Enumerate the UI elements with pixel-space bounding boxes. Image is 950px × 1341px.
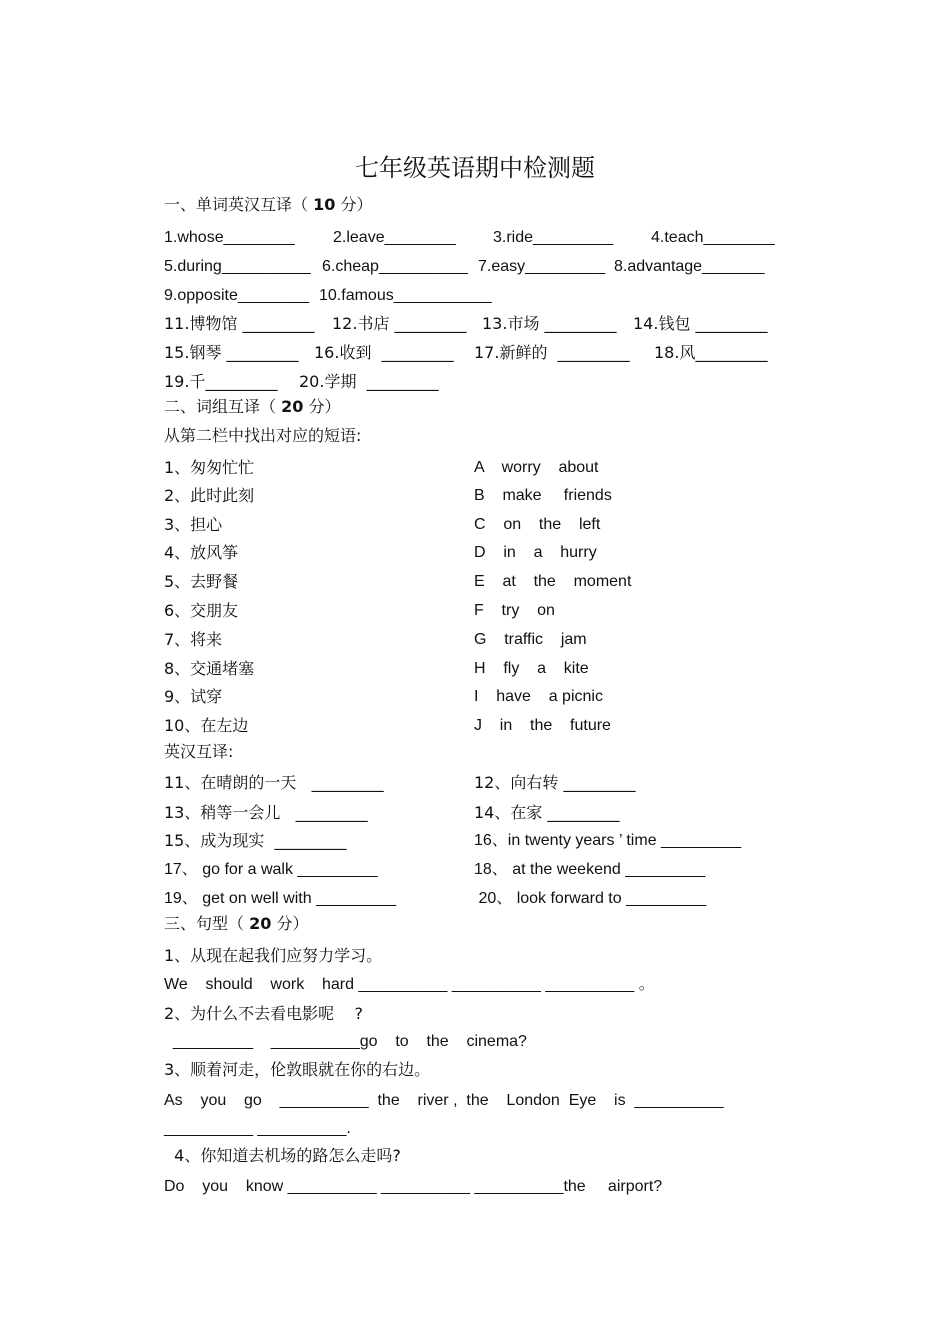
word-item-16: 16.收到 _________ <box>314 343 454 362</box>
word-item-20: 20.学期 _________ <box>299 372 439 391</box>
match-left-10: 10、在左边 <box>164 716 249 735</box>
section1-heading-post: 分） <box>340 195 373 214</box>
section2-points: 20 <box>281 397 304 416</box>
match-left-1: 1、匆匆忙忙 <box>164 458 255 477</box>
sentence-4-answer: Do you know __________ __________ __________the airport? <box>164 1178 663 1195</box>
translate-left-13: 13、稍等一会儿 _________ <box>164 803 368 822</box>
word-item-8: 8.advantage_______ <box>614 258 765 275</box>
match-left-3: 3、担心 <box>164 515 223 534</box>
sentence-4-prompt: 4、你知道去机场的路怎么走吗? <box>164 1146 401 1165</box>
word-item-15: 15.钢琴 _________ <box>164 343 299 362</box>
translate-left-17: 17、 go for a walk _________ <box>164 861 378 878</box>
translate-right-16: 16、in twenty years ’ time _________ <box>474 832 742 849</box>
translate-right-18: 18、 at the weekend _________ <box>474 861 706 878</box>
sentence-2-answer: _________ __________go to the cinema? <box>164 1033 527 1050</box>
match-left-5: 5、去野餐 <box>164 572 239 591</box>
sentence-1-answer: We should work hard __________ __________ __________ 。 <box>164 976 655 993</box>
section2-heading-post: 分） <box>308 397 341 416</box>
word-item-18: 18.风_________ <box>654 343 768 362</box>
match-right-7: G traffic jam <box>474 631 587 648</box>
page-title: 七年级英语期中检测题 <box>355 154 595 182</box>
section2-heading-pre: 二、词组互译（ <box>164 397 277 416</box>
match-left-8: 8、交通堵塞 <box>164 659 255 678</box>
sentence-3-answer-cont: __________ __________. <box>164 1120 351 1137</box>
translate-left-15: 15、成为现实 _________ <box>164 831 347 850</box>
sentence-3-prompt: 3、顺着河走，伦敦眼就在你的右边。 <box>164 1060 431 1079</box>
word-item-12: 12.书店 _________ <box>332 314 467 333</box>
section2-heading <box>164 397 340 417</box>
match-right-3: C on the left <box>474 516 601 533</box>
match-right-5: E at the moment <box>474 573 632 590</box>
sentence-3-answer: As you go __________ the river , the London Eye is __________ <box>164 1092 724 1109</box>
section1-heading-pre: 一、单词英汉互译（ <box>164 195 309 214</box>
match-right-4: D in a hurry <box>474 544 597 561</box>
translate-right-14: 14、在家 _________ <box>474 803 620 822</box>
word-item-10: 10.famous___________ <box>319 287 492 304</box>
section3-heading-post: 分） <box>276 914 309 933</box>
translate-label: 英汉互译: <box>164 742 234 761</box>
word-item-6: 6.cheap__________ <box>322 258 468 275</box>
match-left-9: 9、试穿 <box>164 687 223 706</box>
section1-points: 10 <box>313 195 336 214</box>
word-item-14: 14.钱包 _________ <box>633 314 768 333</box>
word-item-11: 11.博物馆 _________ <box>164 314 315 333</box>
word-item-9: 9.opposite________ <box>164 287 310 304</box>
match-left-4: 4、放风筝 <box>164 543 239 562</box>
match-right-9: I have a picnic <box>474 688 603 705</box>
match-right-6: F try on <box>474 602 555 619</box>
word-item-4: 4.teach________ <box>651 229 775 246</box>
match-left-2: 2、此时此刻 <box>164 486 255 505</box>
sentence-1-prompt: 1、从现在起我们应努力学习。 <box>164 946 383 965</box>
section3-points: 20 <box>249 914 272 933</box>
match-right-10: J in the future <box>474 717 611 734</box>
translate-left-11: 11、在晴朗的一天 _________ <box>164 773 384 792</box>
word-item-17: 17.新鲜的 _________ <box>474 343 630 362</box>
match-right-2: B make friends <box>474 487 612 504</box>
section3-heading-pre: 三、句型（ <box>164 914 245 933</box>
sentence-2-prompt: 2、为什么不去看电影呢 ? <box>164 1004 364 1023</box>
word-item-3: 3.ride_________ <box>493 229 614 246</box>
match-right-1: A worry about <box>474 459 599 476</box>
section2-instruction: 从第二栏中找出对应的短语: <box>164 426 362 445</box>
word-item-19: 19.千_________ <box>164 372 278 391</box>
match-left-6: 6、交朋友 <box>164 601 239 620</box>
match-left-7: 7、将来 <box>164 630 223 649</box>
word-item-13: 13.市场 _________ <box>482 314 617 333</box>
word-item-5: 5.during__________ <box>164 258 311 275</box>
section3-heading <box>164 914 308 934</box>
match-right-8: H fly a kite <box>474 660 589 677</box>
word-item-1: 1.whose________ <box>164 229 295 246</box>
translate-right-20: 20、 look forward to _________ <box>474 890 707 907</box>
word-item-2: 2.leave________ <box>333 229 456 246</box>
translate-left-19: 19、 get on well with _________ <box>164 890 397 907</box>
word-item-7: 7.easy_________ <box>478 258 606 275</box>
section1-heading <box>164 195 372 215</box>
translate-right-12: 12、向右转 _________ <box>474 773 636 792</box>
